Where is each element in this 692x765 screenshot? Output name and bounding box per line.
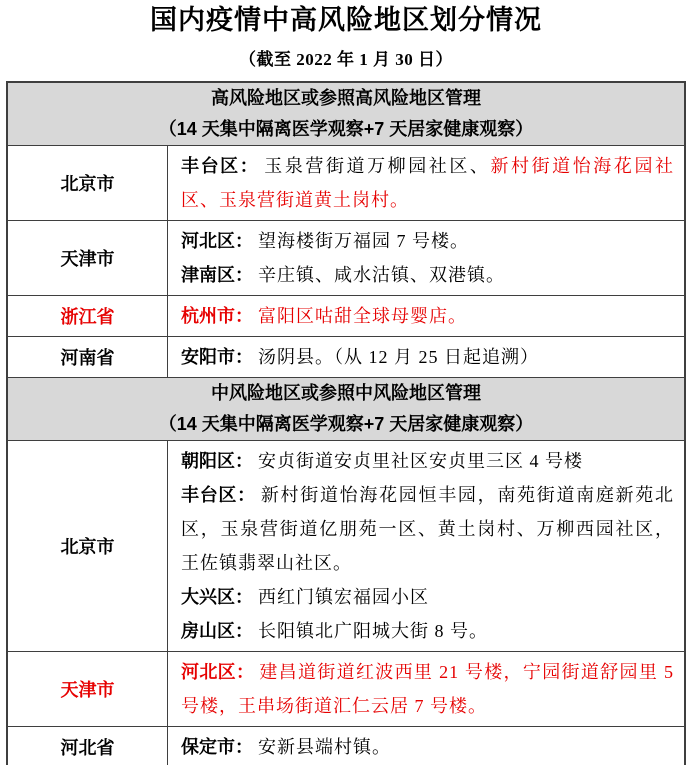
table-row: [8, 146, 684, 221]
entry-text-segment: 辛庄镇、咸水沽镇、双港镇。: [258, 265, 505, 285]
table-row: [8, 337, 684, 378]
entry-text-segment: 西红门镇宏福园小区: [258, 587, 429, 607]
entry-text-segment: 安贞街道安贞里社区安贞里三区 4 号楼: [258, 451, 583, 471]
province-cell: 天津市: [8, 221, 168, 295]
risk-area-table: [6, 81, 686, 765]
district-entry: [181, 730, 674, 764]
content-cell: [168, 441, 684, 651]
entry-text-segment: 安新县端村镇。: [258, 737, 391, 757]
province-cell: 北京市: [8, 441, 168, 651]
district-label: 房山区：: [181, 621, 253, 641]
table-row: [8, 727, 684, 765]
document-title: 国内疫情中高风险地区划分情况: [150, 5, 542, 35]
entry-text-segment: 新村街道怡海花园社区、玉泉营街道黄土岗村。: [181, 156, 675, 210]
entry-text-segment: 建昌道街道红波西里 21 号楼，宁园街道舒园里 5 号楼，王串场街道汇仁云居 7 号楼。: [181, 662, 675, 716]
district-label: 津南区：: [181, 265, 253, 285]
entry-text-segment: 新村街道怡海花园恒丰园，南苑街道南庭新苑北区，玉泉营街道亿朋苑一区、黄土岗村、万柳西园社区，王佐镇翡翠山社区。: [181, 485, 675, 573]
district-entry: [181, 444, 674, 478]
table-row: [8, 652, 684, 727]
section-header: [8, 378, 684, 441]
content-cell: [168, 146, 684, 220]
table-row: [8, 221, 684, 296]
province-cell: 河北省: [8, 727, 168, 765]
district-label: 丰台区：: [181, 485, 256, 505]
content-cell: [168, 652, 684, 726]
entry-text-segment: 玉泉营街道万柳园社区、: [264, 156, 491, 176]
province-cell: 浙江省: [8, 296, 168, 336]
entry-text-segment: 富阳区咕甜全球母婴店。: [258, 306, 467, 326]
province-cell: 北京市: [8, 146, 168, 220]
district-label: 杭州市：: [181, 306, 253, 326]
table-row: [8, 296, 684, 337]
district-entry: [181, 299, 674, 333]
district-entry: [181, 149, 674, 217]
section-note: （14 天集中隔离医学观察+7 天居家健康观察）: [158, 119, 534, 139]
district-entry: [181, 478, 674, 580]
district-label: 安阳市：: [181, 347, 253, 367]
content-cell: [168, 221, 684, 295]
district-entry: [181, 655, 674, 723]
content-cell: [168, 727, 684, 765]
section-title: 高风险地区或参照高风险地区管理: [211, 88, 481, 108]
province-cell: 河南省: [8, 337, 168, 377]
province-cell: 天津市: [8, 652, 168, 726]
district-label: 河北区：: [181, 231, 253, 251]
section-header: [8, 83, 684, 146]
content-cell: [168, 337, 684, 377]
district-entry: [181, 614, 674, 648]
district-entry: [181, 340, 674, 374]
district-label: 保定市：: [181, 737, 253, 757]
section-title: 中风险地区或参照中风险地区管理: [211, 383, 481, 403]
district-label: 丰台区：: [181, 156, 260, 176]
district-entry: [181, 580, 674, 614]
district-label: 大兴区：: [181, 587, 253, 607]
entry-text-segment: 长阳镇北广阳城大街 8 号。: [258, 621, 488, 641]
table-row: [8, 441, 684, 652]
entry-text-segment: 汤阴县。（从 12 月 25 日起追溯）: [258, 347, 539, 367]
entry-text-segment: 望海楼街万福园 7 号楼。: [258, 231, 469, 251]
district-label: 河北区：: [181, 662, 255, 682]
district-entry: [181, 224, 674, 258]
content-cell: [168, 296, 684, 336]
district-entry: [181, 258, 674, 292]
section-note: （14 天集中隔离医学观察+7 天居家健康观察）: [158, 414, 534, 434]
district-label: 朝阳区：: [181, 451, 253, 471]
document-subtitle: （截至 2022 年 1 月 30 日）: [239, 50, 453, 69]
